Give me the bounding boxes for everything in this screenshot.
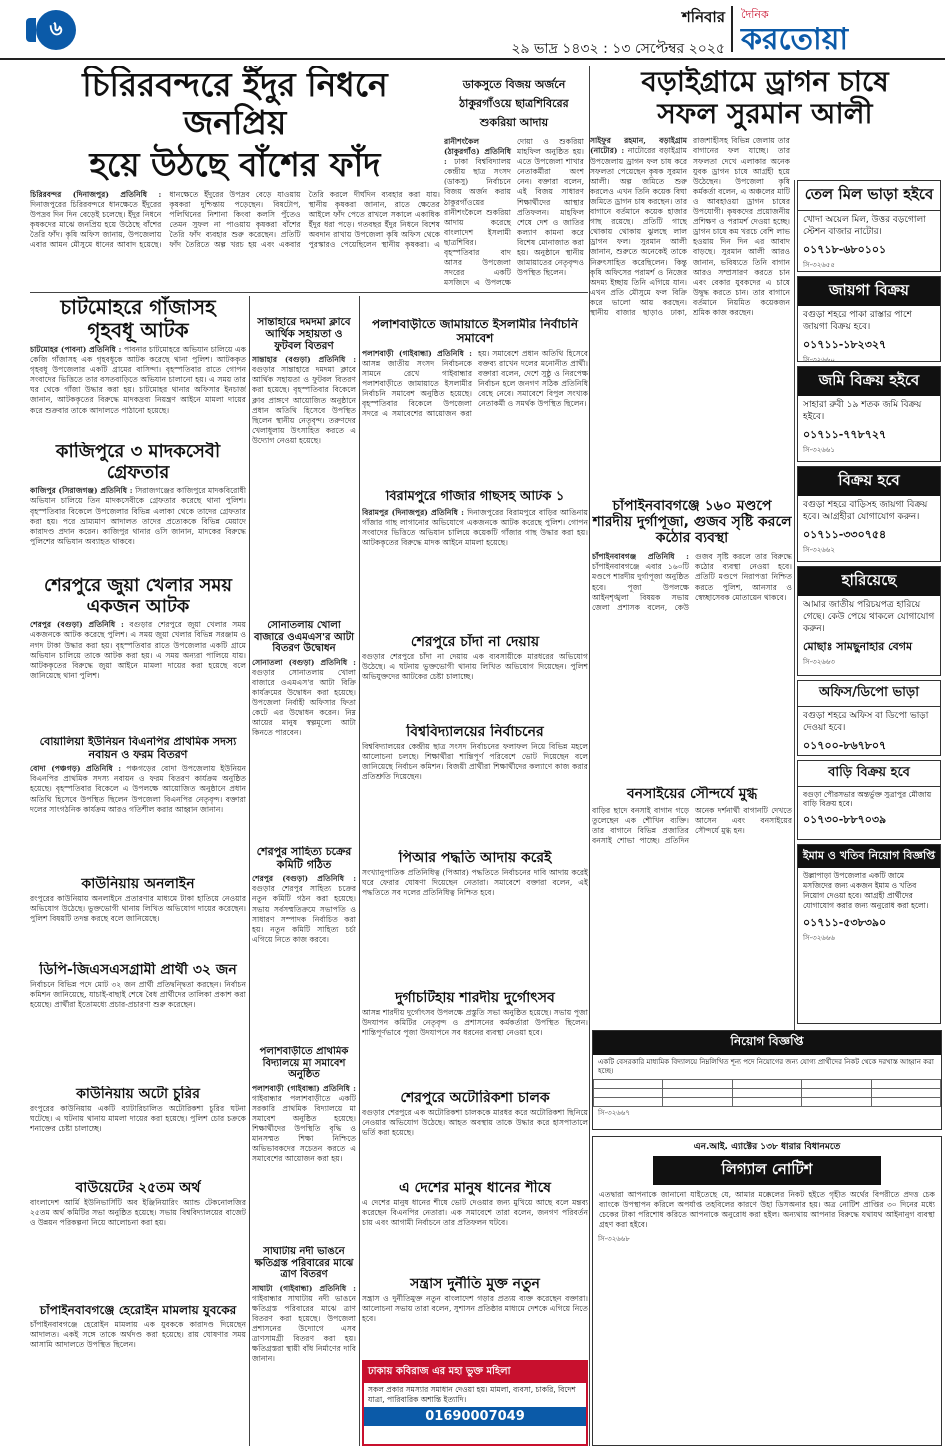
article-boalia-bnp-lead: বোদা (পঞ্চগড়) প্রতিনিধি :	[30, 764, 122, 774]
article-daksu-text: ঢাকা বিশ্ববিদ্যালয় কেন্দ্রীয় ছাত্র সংসদ (ডাকসু) নির্বাচনে বিজয় অর্জন করায় ঠাকুরগাঁওয়ের রানীশংকৈলে শুকরিয়া আদায় করেছে বাংলাদেশ ইসলামী ছাত্রশিবির। বৃহস্পতিবার বাদ আসর উপজেলা সদরের একটি মসজিদে এ উপলক্ষে দোয়া ও শুকরিয়া মাহফিল অনুষ্ঠিত হয়। এতে উপজেলা শাখার নেতাকর্মীরা অংশ নেন। বক্তারা বলেন, এই বিজয় সাধারণ শিক্ষার্থীদের আস্থার প্রতিফলন। মাহফিল শেষে দেশ ও জাতির কল্যাণ কামনা করে বিশেষ মোনাজাত করা হয়। অনুষ্ঠানে স্থানীয় জামায়াতের নেতৃবৃন্দও উপস্থিত ছিলেন।	[444, 137, 584, 288]
ad-land-sale-phone: ০১৭১১-১৮২৩২৭	[803, 338, 887, 351]
ad-plot-sale-phone: ০১৭১১-৭৭৮৭২৭	[803, 428, 887, 441]
ad-office-rent-title: অফিস/ডিপো ভাড়া	[798, 681, 940, 707]
ad-oil-mill-title: তেল মিল ভাড়া হইবে	[798, 181, 940, 211]
ad-oil-mill-ref: সি-৩২৬৫৫	[803, 261, 835, 269]
article-sonatola-oms-headline: সোনাতলায় খোলা বাজারে ওএমএস'র আটা বিতরণ উদ্বোধন	[253, 620, 355, 654]
article-sherpur-gambling-lead: শেরপুর (বগুড়া) প্রতিনিধি :	[30, 620, 124, 630]
ad-imam-phone: ০১৭১১-৫৩৮৩৯০	[803, 916, 887, 929]
article-university-election-body: বিশ্ববিদ্যালয়ের কেন্দ্রীয় ছাত্র সংসদ নির্বাচনের ফলাফল নিয়ে বিভিন্ন মহলে আলোচনা চলছে। শিক্ষার্থীরা শান্তিপূর্ণ পরিবেশে ভোট দিয়েছেন বলে জানিয়েছে নির্বাচন কমিশন। বিজয়ী প্রার্থীরা শিক্ষার্থীদের কল্যাণে কাজ করার প্রতিশ্রুতি দিয়েছেন।	[362, 742, 588, 782]
ad-recruitment	[592, 1030, 942, 1130]
article-santahar-club	[252, 316, 356, 616]
article-dragon-lead: সাইফুর রহমান, বড়াইগ্রাম (নাটোর) :	[590, 136, 687, 156]
article-santahar-club-text: বগুড়ার সান্তাহারে দমদমা ক্লাবে আর্থিক সহায়তা ও ফুটবল বিতরণ করা হয়েছে। বৃহস্পতিবার বিকেলে ক্লাব প্রাঙ্গণে আয়োজিত অনুষ্ঠানে প্রধান অতিথি হিসেবে উপস্থিত ছিলেন স্থানীয় নেতৃবৃন্দ। তরুণদের খেলাধুলায় উৎসাহিত করতে এ উদ্যোগ নেওয়া হয়েছে।	[252, 365, 356, 445]
article-sonatola-oms-body	[252, 658, 356, 828]
day-label: শনিবার	[681, 8, 725, 26]
ad-imam	[797, 844, 941, 1024]
article-palashbari-jamaat-body	[362, 349, 588, 479]
article-palashbari-mothers-body	[252, 1084, 356, 1234]
ad-recruitment-table	[593, 1079, 941, 1107]
table-row	[594, 1089, 941, 1098]
article-durga-puja-headline: দুর্গাচটিহায় শারদীয় দুর্গোৎসব	[395, 990, 555, 1006]
article-sherpur-extortion-headline: শেরপুরে চাঁদা না দেয়ায়	[410, 634, 540, 650]
article-santahar-club-body	[252, 355, 356, 605]
ad-land-sale-title: জায়গা বিক্রয়	[798, 277, 940, 306]
article-dhaner-shish-headline: এ দেশের মানুষ ধানের শীষে	[399, 1180, 551, 1196]
article-chapai-puja-headline: চাঁপাইনবাবগঞ্জে ১৬০ মণ্ডপে শারদীয় দুর্গাপূজা, গুজব সৃষ্টি করলে কঠোর ব্যবস্থা	[592, 498, 792, 547]
ad-office-rent-phone: ০১৭০০-৮৬৭৮০৭	[803, 739, 887, 752]
article-sherpur-gambling-body	[30, 620, 246, 730]
article-chatmohar-body	[30, 345, 246, 427]
logo-small-text: দৈনিক	[741, 8, 769, 21]
date-block	[511, 6, 725, 61]
article-dp-candidates	[30, 962, 246, 1082]
ad-house-sale-body: বগুড়া পৌরসভার অন্তর্ভুক্ত সুত্রাপুর মৌজায় বাড়ি বিক্রয় হবে।	[803, 790, 932, 808]
ad-office-rent-body: বগুড়া শহরে অফিস বা ডিপো ভাড়া দেওয়া হবে।	[803, 711, 929, 733]
article-santahar-club-headline: সান্তাহারে দমদমা ক্লাবে আর্থিক সহায়তা ও ফুটবল বিতরণ	[257, 316, 351, 353]
article-chapai-puja-lead: চাঁপাইনবাবগঞ্জ প্রতিনিধি :	[592, 552, 689, 562]
article-chatmohar-headline-2: গৃহবধূ আটক	[87, 318, 189, 342]
article-chatmohar-lead: চাটমোহর (পাবনা) প্রতিনিধি :	[30, 345, 122, 354]
article-birampur-ganja-lead: বিরামপুর (দিনাজপুর) প্রতিনিধি :	[362, 507, 464, 517]
column-divider	[794, 180, 795, 1030]
article-chapai-heroin-body: চাঁপাইনবাবগঞ্জে হেরোইন মামলায় এক যুবককে কারাদণ্ড দিয়েছেন আদালত। একই সঙ্গে তাকে অর্থদণ্ড করা হয়েছে। রায় ঘোষণার সময় আসামি আদালতে উপস্থিত ছিলেন।	[30, 1319, 246, 1349]
article-kazipur-text: সিরাজগঞ্জের কাজিপুরে মাদকবিরোধী অভিযান চালিয়ে তিন মাদকসেবীকে গ্রেফতার করেছে থানা পুলিশ। বৃহস্পতিবার বিকেলে উপজেলার বিভিন্ন এলাকা থেকে তাদের গ্রেফতার করা হয়। পরে ভ্রাম্যমাণ আদালত তাদের প্রত্যেককে বিভিন্ন মেয়াদে কারাদণ্ড প্রদান করেন। কাজিপুর থানার ওসি জানান, মাদকের বিরুদ্ধে পুলিশের অভিযান অব্যাহত থাকবে।	[30, 486, 246, 546]
article-saghata-relief	[252, 1246, 356, 1444]
article-sherpur-extortion-body: বগুড়ার শেরপুরে চাঁদা না দেয়ায় এক ব্যবসায়ীকে মারধরের অভিযোগ উঠেছে। এ ঘটনায় ভুক্তভোগী থানায় লিখিত অভিযোগ দিয়েছেন। পুলিশ অভিযুক্তদের আটকের চেষ্টা চালাচ্ছে।	[362, 652, 588, 682]
ad-land-sale-body: বগুড়া শহরে পাকা রাস্তার পাশে জায়গা বিক্রয় হবে।	[803, 310, 912, 332]
article-pr-method-headline: পিআর পদ্ধতি আদায় করেই	[398, 850, 552, 866]
article-birampur-ganja-headline: বিরামপুরে গাঁজার গাছসহ আটক ১	[385, 490, 565, 504]
newspaper-logo	[731, 6, 931, 57]
article-sherpur-gambling-headline-2: একজন আটক	[86, 595, 190, 617]
article-kazipur-headline: কাজিপুরে ৩ মাদকসেবী গ্রেফতার	[55, 442, 221, 483]
ad-house-sale-phone: ০১৭৩০-৮৮৭০৩৯	[803, 813, 887, 826]
article-sherpur-auto	[362, 1090, 588, 1176]
article-palashbari-mothers-text: গাইবান্ধার পলাশবাড়ীতে একটি সরকারি প্রাথমিক বিদ্যালয়ে মা সমাবেশ অনুষ্ঠিত হয়েছে। শিক্ষার্থীদের উপস্থিতি বৃদ্ধি ও মানসম্মত শিক্ষা নিশ্চিতে অভিভাবকদের সচেতন করতে এ সমাবেশের আয়োজন করা হয়।	[252, 1093, 356, 1164]
ad-for-sale	[797, 466, 941, 562]
ad-house-sale-title: বাড়ি বিক্রয় হবে	[798, 761, 940, 787]
ad-for-sale-phone: ০১৭১১-৩৩০৭৫৪	[803, 528, 887, 541]
article-palashbari-jamaat-text: আসন্ন জাতীয় সংসদ নির্বাচনকে সামনে রেখে গাইবান্ধার পলাশবাড়ীতে জামায়াতে ইসলামীর নির্বাচনি সমাবেশ অনুষ্ঠিত হয়েছে। বৃহস্পতিবার বিকেলে উপজেলা সদরে এ সমাবেশের আয়োজন করা হয়। সমাবেশে প্রধান অতিথি হিসেবে বক্তব্য রাখেন দলের মনোনীত প্রার্থী। বক্তারা বলেন, দেশে সুষ্ঠু ও নিরপেক্ষ নির্বাচন হলে জনগণ সঠিক প্রতিনিধি বেছে নেবে। সমাবেশে বিপুল সংখ্যক নেতাকর্মী ও সমর্থক উপস্থিত ছিলেন।	[362, 348, 588, 419]
article-chatmohar-text: পাবনার চাটমোহরে অভিযান চালিয়ে এক কেজি গাঁজাসহ এক গৃহবধূকে আটক করেছে থানা পুলিশ। আটককৃত গৃহবধূ উপজেলার একটি গ্রামের বাসিন্দা। বৃহস্পতিবার রাতে গোপন সংবাদের ভিত্তিতে তার বসতবাড়িতে অভিযান চালানো হয়। এ সময় তার ঘর থেকে গাঁজা উদ্ধার করা হয়। চাটমোহর থানার অফিসার ইনচার্জ জানান, আটককৃতের বিরুদ্ধে মাদকদ্রব্য নিয়ন্ত্রণ আইনে মামলা দায়ের করে শুক্রবার তাকে আদালতে পাঠানো হয়েছে।	[30, 345, 246, 415]
article-sonatola-oms-lead: সোনাতলা (বগুড়া) প্রতিনিধি :	[252, 657, 356, 667]
page-number-badge: ৬	[36, 10, 76, 50]
article-university-election	[362, 724, 588, 846]
article-boalia-bnp-body	[30, 764, 246, 872]
ad-lost	[797, 566, 941, 676]
article-terror-free-headline: সন্ত্রাস দুর্নীতি মুক্ত নতুন	[410, 1276, 540, 1292]
article-chapai-heroin-headline: চাঁপাইনবাবগঞ্জে হেরোইন মামলায় যুবকের	[39, 1304, 237, 1317]
column-divider	[589, 66, 590, 1446]
ad-plot-sale-ref: সি-৩২৬৬১	[803, 446, 835, 454]
article-dragon-text: নাটোরের বড়াইগ্রাম উপজেলায় ড্রাগন ফল চাষ করে সফলতা পেয়েছেন কৃষক সুরমান আলী। অল্প জমিতে শুরু করলেও এখন তিনি কয়েক বিঘা জমিতে ড্রাগন চাষ করছেন। তার বাগানে বর্তমানে কয়েক হাজার গাছ রয়েছে। প্রতিটি গাছে থোকায় থোকায় ঝুলছে লাল ড্রাগন ফল। সুরমান আলী জানান, শুরুতে অনেকেই তাকে নিরুৎসাহিত করেছিলেন। কিন্তু কৃষি অফিসের পরামর্শ ও নিজের অদম্য ইচ্ছায় তিনি এগিয়ে যান। এখন প্রতি মৌসুমে ফল বিক্রি করে ভালো আয় করছেন। স্থানীয় বাজার ছাড়াও ঢাকা, রাজশাহীসহ বিভিন্ন জেলায় তার বাগানের ফল যাচ্ছে। তার সফলতা দেখে এলাকার অনেক যুবক ড্রাগন চাষে আগ্রহী হয়ে উঠেছেন। উপজেলা কৃষি কর্মকর্তা বলেন, এ অঞ্চলের মাটি ও আবহাওয়া ড্রাগন চাষের উপযোগী। কৃষকদের প্রয়োজনীয় প্রশিক্ষণ ও পরামর্শ দেওয়া হচ্ছে। ড্রাগন চাষে কম খরচে বেশি লাভ হওয়ায় দিন দিন এর আবাদ বাড়ছে। সুরমান আলী আরও জানান, ভবিষ্যতে তিনি বাগান আরও সম্প্রসারণ করতে চান এবং বেকার যুবকদের এ চাষে উদ্বুদ্ধ করতে চান। তার বাগানে বর্তমানে নিয়মিত কয়েকজন শ্রমিক কাজ করছেন।	[590, 136, 790, 317]
article-palashbari-mothers	[252, 1046, 356, 1242]
article-bauet-headline: বাউয়েটের ২৫তম অর্থ	[75, 1180, 201, 1196]
article-palashbari-jamaat-lead: পলাশবাড়ী (গাইবান্ধা) প্রতিনিধি :	[362, 348, 472, 358]
logo-big-text: করতোয়া	[741, 22, 849, 57]
article-boalia-bnp	[30, 736, 246, 872]
article-chapai-heroin	[30, 1304, 246, 1444]
ad-office-rent	[797, 680, 941, 756]
ad-plot-sale-body: সাহারা রুবী ১৯ শতক জমি বিক্রয় হইবে।	[803, 400, 922, 422]
column-divider	[249, 296, 250, 1446]
article-durga-puja	[362, 990, 588, 1086]
article-kazipur-body	[30, 486, 246, 572]
article-santahar-club-lead: সান্তাহার (বগুড়া) প্রতিনিধি :	[252, 355, 356, 365]
article-sherpur-literary-body	[252, 874, 356, 1024]
article-sherpur-literary-text: বগুড়ার শেরপুর সাহিত্য চক্রের নতুন কমিটি গঠন করা হয়েছে। সভায় সর্বসম্মতিক্রমে সভাপতি ও সাধারণ সম্পাদক নির্বাচিত করা হয়। নতুন কমিটি সাহিত্য চর্চা এগিয়ে নিতে কাজ করবে।	[252, 884, 356, 944]
table-row	[594, 1080, 941, 1089]
date-label: ২৯ ভাদ্র ১৪৩২ : ১৩ সেপ্টেম্বর ২০২৫	[511, 41, 725, 57]
article-pr-method	[362, 850, 588, 986]
table-row	[594, 1098, 941, 1107]
article-terror-free-body: সন্ত্রাস ও দুর্নীতিমুক্ত নতুন বাংলাদেশ গড়ার প্রত্যয় ব্যক্ত করেছেন বক্তারা। আলোচনা সভায় তারা বলেন, সুশাসন প্রতিষ্ঠার মাধ্যমে দেশকে এগিয়ে নিতে হবে।	[362, 1294, 588, 1324]
article-bauet-body: বাংলাদেশ আর্মি ইউনিভার্সিটি অব ইঞ্জিনিয়ারিং অ্যান্ড টেকনোলজির ২৫তম অর্থ কমিটির সভা অনুষ্ঠিত হয়েছে। সভায় বিশ্ববিদ্যালয়ের বাজেট ও উন্নয়ন পরিকল্পনা নিয়ে আলোচনা করা হয়।	[30, 1198, 246, 1228]
ad-for-sale-ref: সি-৩২৬৬২	[803, 546, 835, 554]
article-sherpur-literary-lead: শেরপুর (বগুড়া) প্রতিনিধি :	[252, 874, 356, 884]
article-saghata-relief-body	[252, 1284, 356, 1434]
article-daksu-headline: ডাকসুতে বিজয় অর্জনে ঠাকুরগাঁওয়ে ছাত্রশিবিরের শুকরিয়া আদায়	[459, 78, 569, 129]
article-kaunia-auto-headline: কাউনিয়ায় অটো চুরির	[76, 1086, 200, 1102]
ad-recruitment-body: একটি বেসরকারি মাধ্যমিক বিদ্যালয়ে নিম্নলিখিত শূন্য পদে নিয়োগের জন্য যোগ্য প্রার্থীদের নিকট থেকে দরখাস্ত আহ্বান করা হচ্ছে।	[598, 1058, 934, 1075]
article-chatmohar-headline-1: চাটমোহরে গাঁজাসহ	[60, 296, 216, 319]
article-bonsai-headline: বনসাইয়ের সৌন্দর্যে মুগ্ধ	[626, 786, 758, 802]
article-chiribandar-text: দিনাজপুরের চিরিরবন্দরে ধানক্ষেতে ইঁদুরের উপদ্রব দিন দিন বেড়েই চলেছে। ইঁদুর নিধনে কৃষকদের মাঝে জনপ্রিয় হয়ে উঠেছে বাঁশের তৈরি ফাঁদ। কৃষি অফিস জানায়, উপজেলায় এবার আমন মৌসুমে ধানের আবাদ হয়েছে। ধানক্ষেতে ইঁদুরের উপদ্রব বেড়ে যাওয়ায় কৃষকরা দুশ্চিন্তায় পড়েছেন। বিষটোপ, পলিথিনের নিশানা কিংবা কলসি পুঁতেও তেমন সুফল না পাওয়ায় কৃষকরা বাঁশের তৈরি ফাঁদ ব্যবহার শুরু করেছেন। প্রতিটি ফাঁদ তৈরিতে অল্প খরচ হয় এবং একবার তৈরি করলে দীর্ঘদিন ব্যবহার করা যায়। স্থানীয় কৃষকরা জানান, রাতে ক্ষেতের আইলে ফাঁদ পেতে রাখলে সকালে একাধিক ইঁদুর ধরা পড়ে। গতবছর ইঁদুর নিধনে বিশেষ অবদান রাখায় উপজেলা কৃষি অফিস থেকে পুরস্কারও পেয়েছিলেন স্থানীয় কৃষকরা। এ	[30, 189, 440, 250]
article-terror-free	[362, 1276, 588, 1356]
article-chiribandar-headline-1: চিরিরবন্দরে ইঁদুর নিধনে জনপ্রিয়	[82, 66, 388, 142]
ad-imam-title: ইমাম ও খতিব নিয়োগ বিজ্ঞপ্তি	[798, 845, 940, 868]
masthead	[0, 0, 945, 60]
ad-legal-notice-body: এতদ্বারা আপনাকে জানানো যাইতেছে যে, আমার মক্কেলের নিকট হইতে গৃহীত অর্থের বিপরীতে প্রদত্ত চেক ব্যাংকে উপস্থাপন করিলে অপর্যাপ্ত তহবিলের কারণে উহা ডিসঅনার হয়। অত্র নোটিশ প্রাপ্তির ৩০ দিনের মধ্যে চেকের টাকা পরিশোধ করিতে আপনাকে অনুরোধ করা হইল। অন্যথায় আপনার বিরুদ্ধে যথাযথ আইনানুগ ব্যবস্থা গ্রহণ করা হইবে।	[599, 1190, 935, 1230]
article-kazipur	[30, 442, 246, 572]
article-dp-candidates-body: নির্বাচনে বিভিন্ন পদে মোট ৩২ জন প্রার্থী প্রতিদ্বন্দ্বিতা করছেন। নির্বাচন কমিশন জানিয়েছে, যাচাই-বাছাই শেষে বৈধ প্রার্থীদের তালিকা প্রকাশ করা হয়েছে। প্রার্থীরা ইতোমধ্যে প্রচার-প্রচারণা শুরু করেছেন।	[30, 980, 246, 1010]
article-kaunia-online-headline: কাউনিয়ায় অনলাইন	[81, 876, 195, 892]
ad-kabiraj-body: সকল প্রকার সমস্যার সমাধান দেওয়া হয়। মামলা, ব্যবসা, চাকরি, বিদেশ যাত্রা, পারিবারিক অশান্তি ইত্যাদি।	[368, 1385, 576, 1404]
article-saghata-relief-text: গাইবান্ধার সাঘাটায় নদী ভাঙনে ক্ষতিগ্রস্ত পরিবারের মাঝে ত্রাণ বিতরণ করা হয়েছে। উপজেলা প্রশাসনের উদ্যোগে এসব ত্রাণসামগ্রী বিতরণ করা হয়। ক্ষতিগ্রস্তরা স্থায়ী বাঁধ নির্মাণের দাবি জানান।	[252, 1293, 356, 1364]
ad-land-sale-ref: সি-৩২৬৬০	[803, 356, 835, 362]
article-sherpur-gambling-text: বগুড়ার শেরপুরে জুয়া খেলার সময় একজনকে আটক করেছে পুলিশ। এ সময় জুয়া খেলার বিভিন্ন সরঞ্জাম ও নগদ টাকা উদ্ধার করা হয়। বৃহস্পতিবার রাতে উপজেলার একটি গ্রামে অভিযান চালিয়ে তাকে আটক করা হয়। এ সময় অন্যরা পালিয়ে যায়। আটককৃতের বিরুদ্ধে জুয়া আইনে মামলা দায়ের করা হয়েছে বলে জানিয়েছে থানা পুলিশ।	[30, 620, 246, 680]
article-saghata-relief-headline: সাঘাটায় নদী ভাঙনে ক্ষতিগ্রস্ত পরিবারের মাঝে ত্রাণ বিতরণ	[254, 1246, 354, 1280]
ad-for-sale-title: বিক্রয় হবে	[798, 467, 940, 496]
ad-kabiraj-promo	[362, 1360, 588, 1446]
ad-plot-sale	[797, 366, 941, 462]
article-chapai-puja	[592, 498, 792, 780]
article-pr-method-body: সংখ্যানুপাতিক প্রতিনিধিত্ব (পিআর) পদ্ধতিতে নির্বাচনের দাবি আদায় করেই ঘরে ফেরার ঘোষণা দিয়েছেন নেতারা। সমাবেশে বক্তারা বলেন, এই পদ্ধতিতে সব দলের প্রতিনিধিত্ব নিশ্চিত হবে।	[362, 868, 588, 898]
article-chatmohar	[30, 296, 246, 438]
ad-legal-notice-ref: সি-৩২৬৬৮	[598, 1235, 630, 1244]
article-kaunia-online-body: রংপুরের কাউনিয়ায় অনলাইনে প্রতারণার মাধ্যমে টাকা হাতিয়ে নেওয়ার অভিযোগ উঠেছে। ভুক্তভোগী থানায় লিখিত অভিযোগ দায়ের করেছেন। পুলিশ বিষয়টি তদন্ত করছে বলে জানিয়েছে।	[30, 894, 246, 924]
article-sherpur-auto-headline: শেরপুরে অটোরিকশা চালক	[400, 1090, 550, 1106]
ad-oil-mill-phone: ০১৭১৮-৬৮০১০১	[803, 243, 887, 256]
ad-lost-body: আমার জাতীয় পরিচয়পত্র হারিয়ে গেছে। কেউ পেয়ে থাকলে যোগাযোগ করুন।	[803, 600, 935, 634]
article-boalia-bnp-text: পঞ্চগড়ের বোদা উপজেলায় ইউনিয়ন বিএনপির প্রাথমিক সদস্য নবায়ন ও ফরম বিতরণ কার্যক্রম অনুষ্ঠিত হয়েছে। বৃহস্পতিবার বিকেলে এ উপলক্ষে আয়োজিত অনুষ্ঠানে প্রধান অতিথি হিসেবে উপস্থিত ছিলেন উপজেলা বিএনপির নেতৃবৃন্দ। বক্তারা দলের সাংগঠনিক কার্যক্রম আরও গতিশীল করার আহ্বান জানান।	[30, 764, 246, 814]
article-university-election-headline: বিশ্ববিদ্যালয়ের নির্বাচনের	[406, 724, 544, 740]
article-dhaner-shish	[362, 1180, 588, 1272]
article-bonsai	[592, 786, 792, 1026]
article-dhaner-shish-body: এ দেশের মানুষ ধানের শীষে ভোট দেওয়ার জন্য মুখিয়ে আছে বলে মন্তব্য করেছেন বিএনপির নেতারা। এক সমাবেশে তারা বলেন, জনগণ পরিবর্তন চায় এবং আগামী নির্বাচনে তার প্রতিফলন ঘটবে।	[362, 1198, 588, 1228]
ad-land-sale	[797, 276, 941, 362]
article-bonsai-body: বাড়ির ছাদে বনসাই বাগান গড়ে তুলেছেন এক শৌখিন ব্যক্তি। তার বাগানে বিভিন্ন প্রজাতির বনসাই শোভা পাচ্ছে। প্রতিদিন অনেক দর্শনার্থী বাগানটি দেখতে আসেন এবং বনসাইয়ের সৌন্দর্যে মুগ্ধ হন।	[592, 806, 792, 846]
article-birampur-ganja-body	[362, 508, 588, 618]
article-kaunia-auto	[30, 1086, 246, 1176]
article-daksu-lead: রানীশংকৈল (ঠাকুরগাঁও) প্রতিনিধি :	[444, 137, 511, 167]
article-kaunia-auto-body: রংপুরের কাউনিয়ায় একটি ব্যাটারিচালিত অটোরিকশা চুরির ঘটনা ঘটেছে। এ ঘটনায় থানায় মামলা দায়ের করা হয়েছে। পুলিশ চোর চক্রকে শনাক্তের চেষ্টা চালাচ্ছে।	[30, 1104, 246, 1134]
ad-kabiraj-title: ঢাকায় কবিরাজ এর মহা ভুক্ত মহিলা	[364, 1362, 586, 1383]
article-chiribandar-body	[30, 190, 440, 260]
ad-recruitment-ref: সি-৩২৬৬৭	[598, 1109, 630, 1117]
article-dragon-headline-1: বড়াইগ্রামে ড্রাগন চাষে	[641, 66, 889, 98]
article-palashbari-mothers-headline: পলাশবাড়ীতে প্রাথমিক বিদ্যালয়ে মা সমাবেশ অনুষ্ঠিত	[259, 1046, 349, 1080]
column-divider	[359, 296, 360, 1446]
article-dragon-headline-2: সফল সুরমান আলী	[657, 97, 873, 131]
ad-house-sale-box	[797, 760, 941, 840]
ad-lost-title: হারিয়েছে	[798, 567, 940, 596]
article-kazipur-lead: কাজিপুর (সিরাজগঞ্জ) প্রতিনিধি :	[30, 486, 133, 496]
ad-imam-ref: সি-৩২৬৬৬	[803, 934, 835, 942]
ad-recruitment-title: নিয়োগ বিজ্ঞপ্তি	[593, 1031, 941, 1055]
article-birampur-ganja	[362, 490, 588, 630]
article-dp-candidates-headline: ডিপি-জিএসএসগ্রামী প্রার্থী ৩২ জন	[39, 962, 237, 978]
article-palashbari-jamaat-headline: পলাশবাড়ীতে জামায়াতে ইসলামীর নির্বাচনি সমাবেশ	[371, 318, 579, 345]
ad-for-sale-body: বগুড়া শহরে বাড়িসহ জায়গা বিক্রয় হবে। আগ্রহীরা যোগাযোগ করুন।	[803, 500, 928, 522]
ad-oil-mill-body: খোদা অয়েল মিল, উত্তর বড়গোলা স্টেশন বাজার নাটোর।	[803, 215, 926, 237]
article-chiribandar-headline-2: হয়ে উঠছে বাঁশের ফাঁদ	[89, 144, 381, 184]
article-bauet	[30, 1180, 246, 1300]
article-dragon-body	[590, 136, 790, 456]
ad-legal-notice-kicker: এন.আই. এ্যাক্টের ১৩৮ ধারার বিধানমতে	[693, 1142, 841, 1152]
article-sherpur-gambling-headline-1: শেরপুরে জুয়া খেলার সময়	[43, 576, 233, 596]
article-sonatola-oms	[252, 620, 356, 842]
ad-kabiraj-phone: 01690007049	[364, 1407, 586, 1426]
article-palashbari-jamaat	[362, 318, 588, 484]
ad-oil-mill	[797, 180, 941, 272]
article-chapai-puja-text: চাঁপাইনবাবগঞ্জে এবার ১৬০টি মণ্ডপে শারদীয় দুর্গাপূজা অনুষ্ঠিত হবে। পূজা উপলক্ষে আইনশৃঙ্খলা বিষয়ক সভায় জেলা প্রশাসক বলেন, কেউ গুজব সৃষ্টি করলে তার বিরুদ্ধে কঠোর ব্যবস্থা নেওয়া হবে। প্রতিটি মণ্ডপে নিরাপত্তা নিশ্চিত করতে পুলিশ, আনসার ও স্বেচ্ছাসেবক মোতায়েন থাকবে।	[592, 552, 792, 612]
article-saghata-relief-lead: সাঘাটা (গাইবান্ধা) প্রতিনিধি :	[252, 1283, 356, 1293]
ad-legal-notice-title: লিগ্যাল নোটিশ	[653, 1156, 881, 1185]
article-sherpur-auto-body: বগুড়ার শেরপুরে এক অটোরিকশা চালককে মারধর করে অটোরিকশা ছিনিয়ে নেওয়ার অভিযোগ উঠেছে। আহত অবস্থায় তাকে উদ্ধার করে হাসপাতালে ভর্তি করা হয়েছে।	[362, 1108, 588, 1138]
ad-legal-notice	[592, 1136, 942, 1446]
ad-imam-body: উল্লাপাড়া উপজেলার একটি জামে মসজিদের জন্য একজন ইমাম ও খতিব নিয়োগ দেওয়া হবে। আগ্রহী প্রার্থীদের যোগাযোগ করার জন্য অনুরোধ করা হলো।	[803, 871, 929, 910]
article-sherpur-literary-headline: শেরপুর সাহিত্য চক্রের কমিটি গঠিত	[256, 846, 352, 871]
section-divider	[30, 292, 588, 293]
article-sherpur-extortion	[362, 634, 588, 720]
article-sherpur-literary	[252, 846, 356, 1042]
ad-lost-ref: সি-৩২৬৬৩	[803, 658, 835, 666]
article-sherpur-gambling	[30, 576, 246, 732]
article-chapai-puja-body	[592, 552, 792, 772]
article-palashbari-mothers-lead: পলাশবাড়ী (গাইবান্ধা) প্রতিনিধি :	[252, 1083, 356, 1093]
article-boalia-bnp-headline: বোয়ালিয়া ইউনিয়ন বিএনপির প্রাথমিক সদস্য নবায়ন ও ফরম বিতরণ	[39, 736, 237, 761]
article-durga-puja-body: আসন্ন শারদীয় দুর্গোৎসব উপলক্ষে প্রস্তুতি সভা অনুষ্ঠিত হয়েছে। সভায় পূজা উদযাপন কমিটির নেতৃবৃন্দ ও প্রশাসনের কর্মকর্তারা উপস্থিত ছিলেন। শান্তিপূর্ণভাবে পূজা উদযাপনে সব ধরনের ব্যবস্থা নেওয়া হবে।	[362, 1008, 588, 1038]
article-sonatola-oms-text: বগুড়ার সোনাতলায় খোলা বাজারে ওএমএস'র আটা বিক্রি কার্যক্রমের উদ্বোধন করা হয়েছে। উপজেলা নির্বাহী অফিসার ফিতা কেটে এর উদ্বোধন করেন। নিম্ন আয়ের মানুষ স্বল্পমূল্যে আটা কিনতে পারবেন।	[252, 667, 356, 738]
article-chiribandar-lead: চিরিরবন্দর (দিনাজপুর) প্রতিনিধি :	[30, 189, 162, 199]
article-kaunia-online	[30, 876, 246, 958]
ad-lost-name: মোছাঃ সামছুনাহার বেগম	[803, 640, 913, 653]
ad-plot-sale-title: জমি বিক্রয় হইবে	[798, 367, 940, 396]
article-birampur-ganja-text: দিনাজপুরের বিরামপুরে বাড়ির আঙিনায় গাঁজার গাছ লাগানোর অভিযোগে একজনকে আটক করেছে পুলিশ। গোপন সংবাদের ভিত্তিতে অভিযান চালিয়ে কয়েকটি গাঁজার গাছ উদ্ধার করা হয়। আটককৃতের বিরুদ্ধে মাদক আইনে মামলা হয়েছে।	[362, 507, 588, 548]
